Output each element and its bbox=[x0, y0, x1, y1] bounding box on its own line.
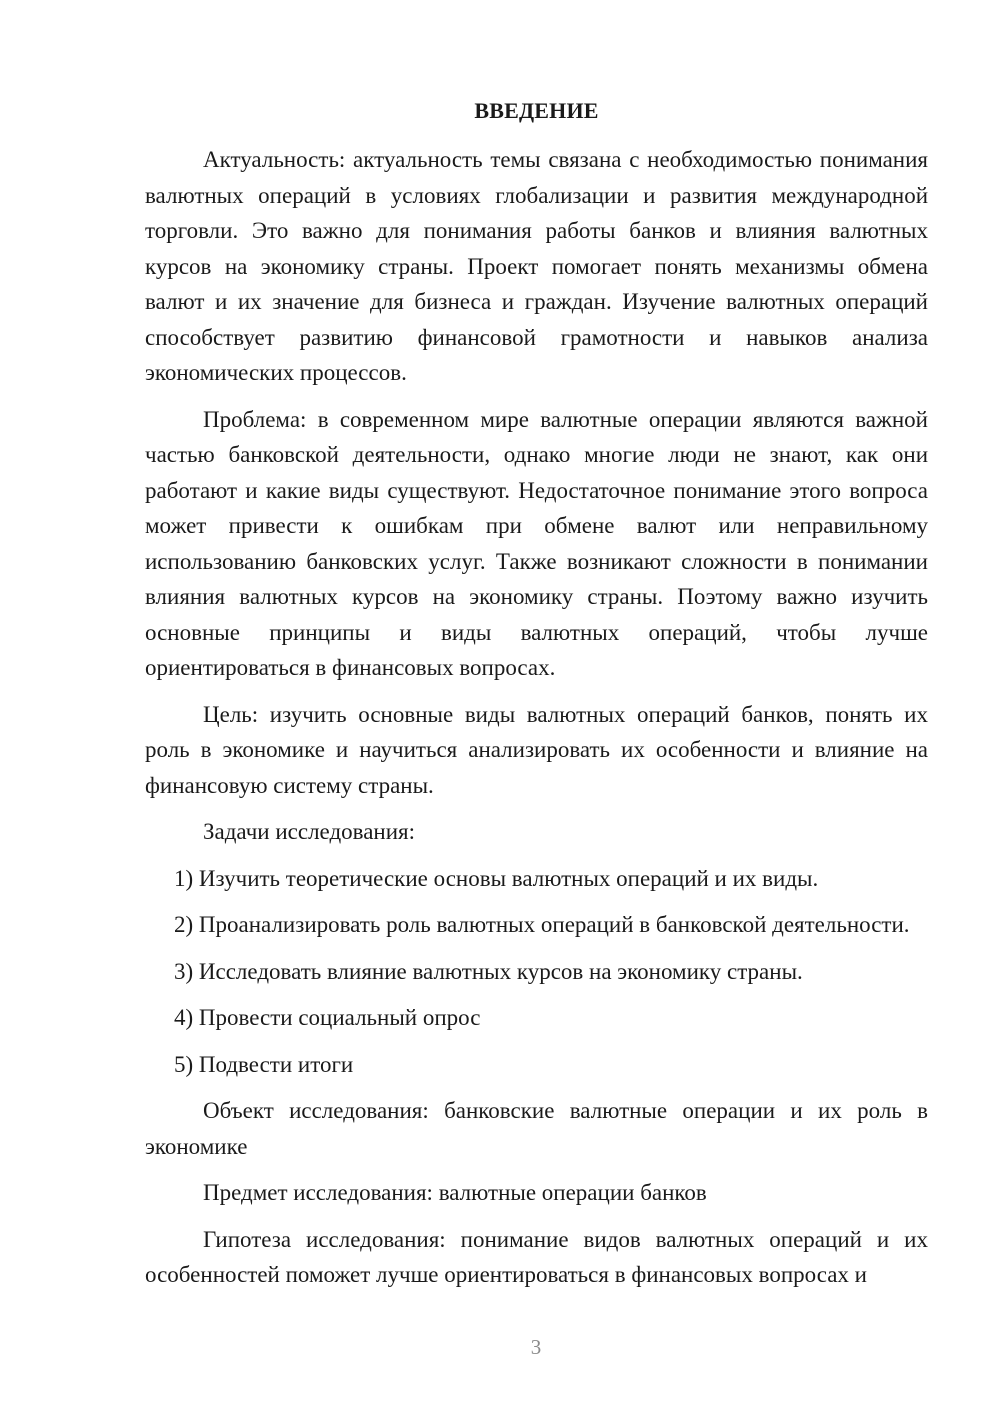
hypothesis-paragraph: Гипотеза исследования: понимание видов валютных операций и их особенностей поможет лучше ориентироваться в финансовых вопросах и bbox=[145, 1226, 928, 1287]
goal-paragraph: Цель: изучить основные виды валютных операций банков, понять их роль в экономике и научиться анализировать их особенности и влияние на финансовую систему страны. bbox=[145, 701, 928, 798]
object-paragraph: Объект исследования: банковские валютные операции и их роль в экономике bbox=[145, 1098, 928, 1159]
task-item-4: 4) Провести социальный опрос bbox=[174, 1005, 481, 1030]
tasks-heading: Задачи исследования: bbox=[203, 819, 416, 844]
task-item-1: 1) Изучить теоретические основы валютных операций и их виды. bbox=[174, 865, 819, 891]
relevance-paragraph: Актуальность: актуальность темы связана с необходимостью понимания валютных операций в условиях глобализации и развития международной торговли. Это важно для понимания работы банков и влияния валютных курсов на экономику страны. Проект помогает понять механизмы обмена валют и их значение для бизнеса и граждан. Изучение валютных операций способствует развитию финансовой грамотности и навыков анализа экономических процессов. bbox=[145, 147, 928, 385]
task-item-3: 3) Исследовать влияние валютных курсов на экономику страны. bbox=[174, 958, 803, 984]
task-item-5: 5) Подвести итоги bbox=[174, 1051, 354, 1077]
page-heading: ВВЕДЕНИЕ bbox=[474, 98, 599, 123]
page-number: 3 bbox=[530, 1335, 542, 1359]
document-body bbox=[145, 142, 928, 1304]
problem-paragraph: Проблема: в современном мире валютные операции являются важной частью банковской деятельности, однако многие люди не знают, как они работают и какие виды существуют. Недостаточное понимание этого вопроса может привести к ошибкам при обмене валют или неправильному использованию банковских услуг. Также возникают сложности в понимании влияния валютных курсов на экономику страны. Поэтому важно изучить основные принципы и виды валютных операций, чтобы лучше ориентироваться в финансовых вопросах. bbox=[145, 406, 928, 680]
subject-paragraph: Предмет исследования: валютные операции банков bbox=[203, 1180, 707, 1205]
task-item-2: 2) Проанализировать роль валютных операций в банковской деятельности. bbox=[174, 912, 910, 937]
